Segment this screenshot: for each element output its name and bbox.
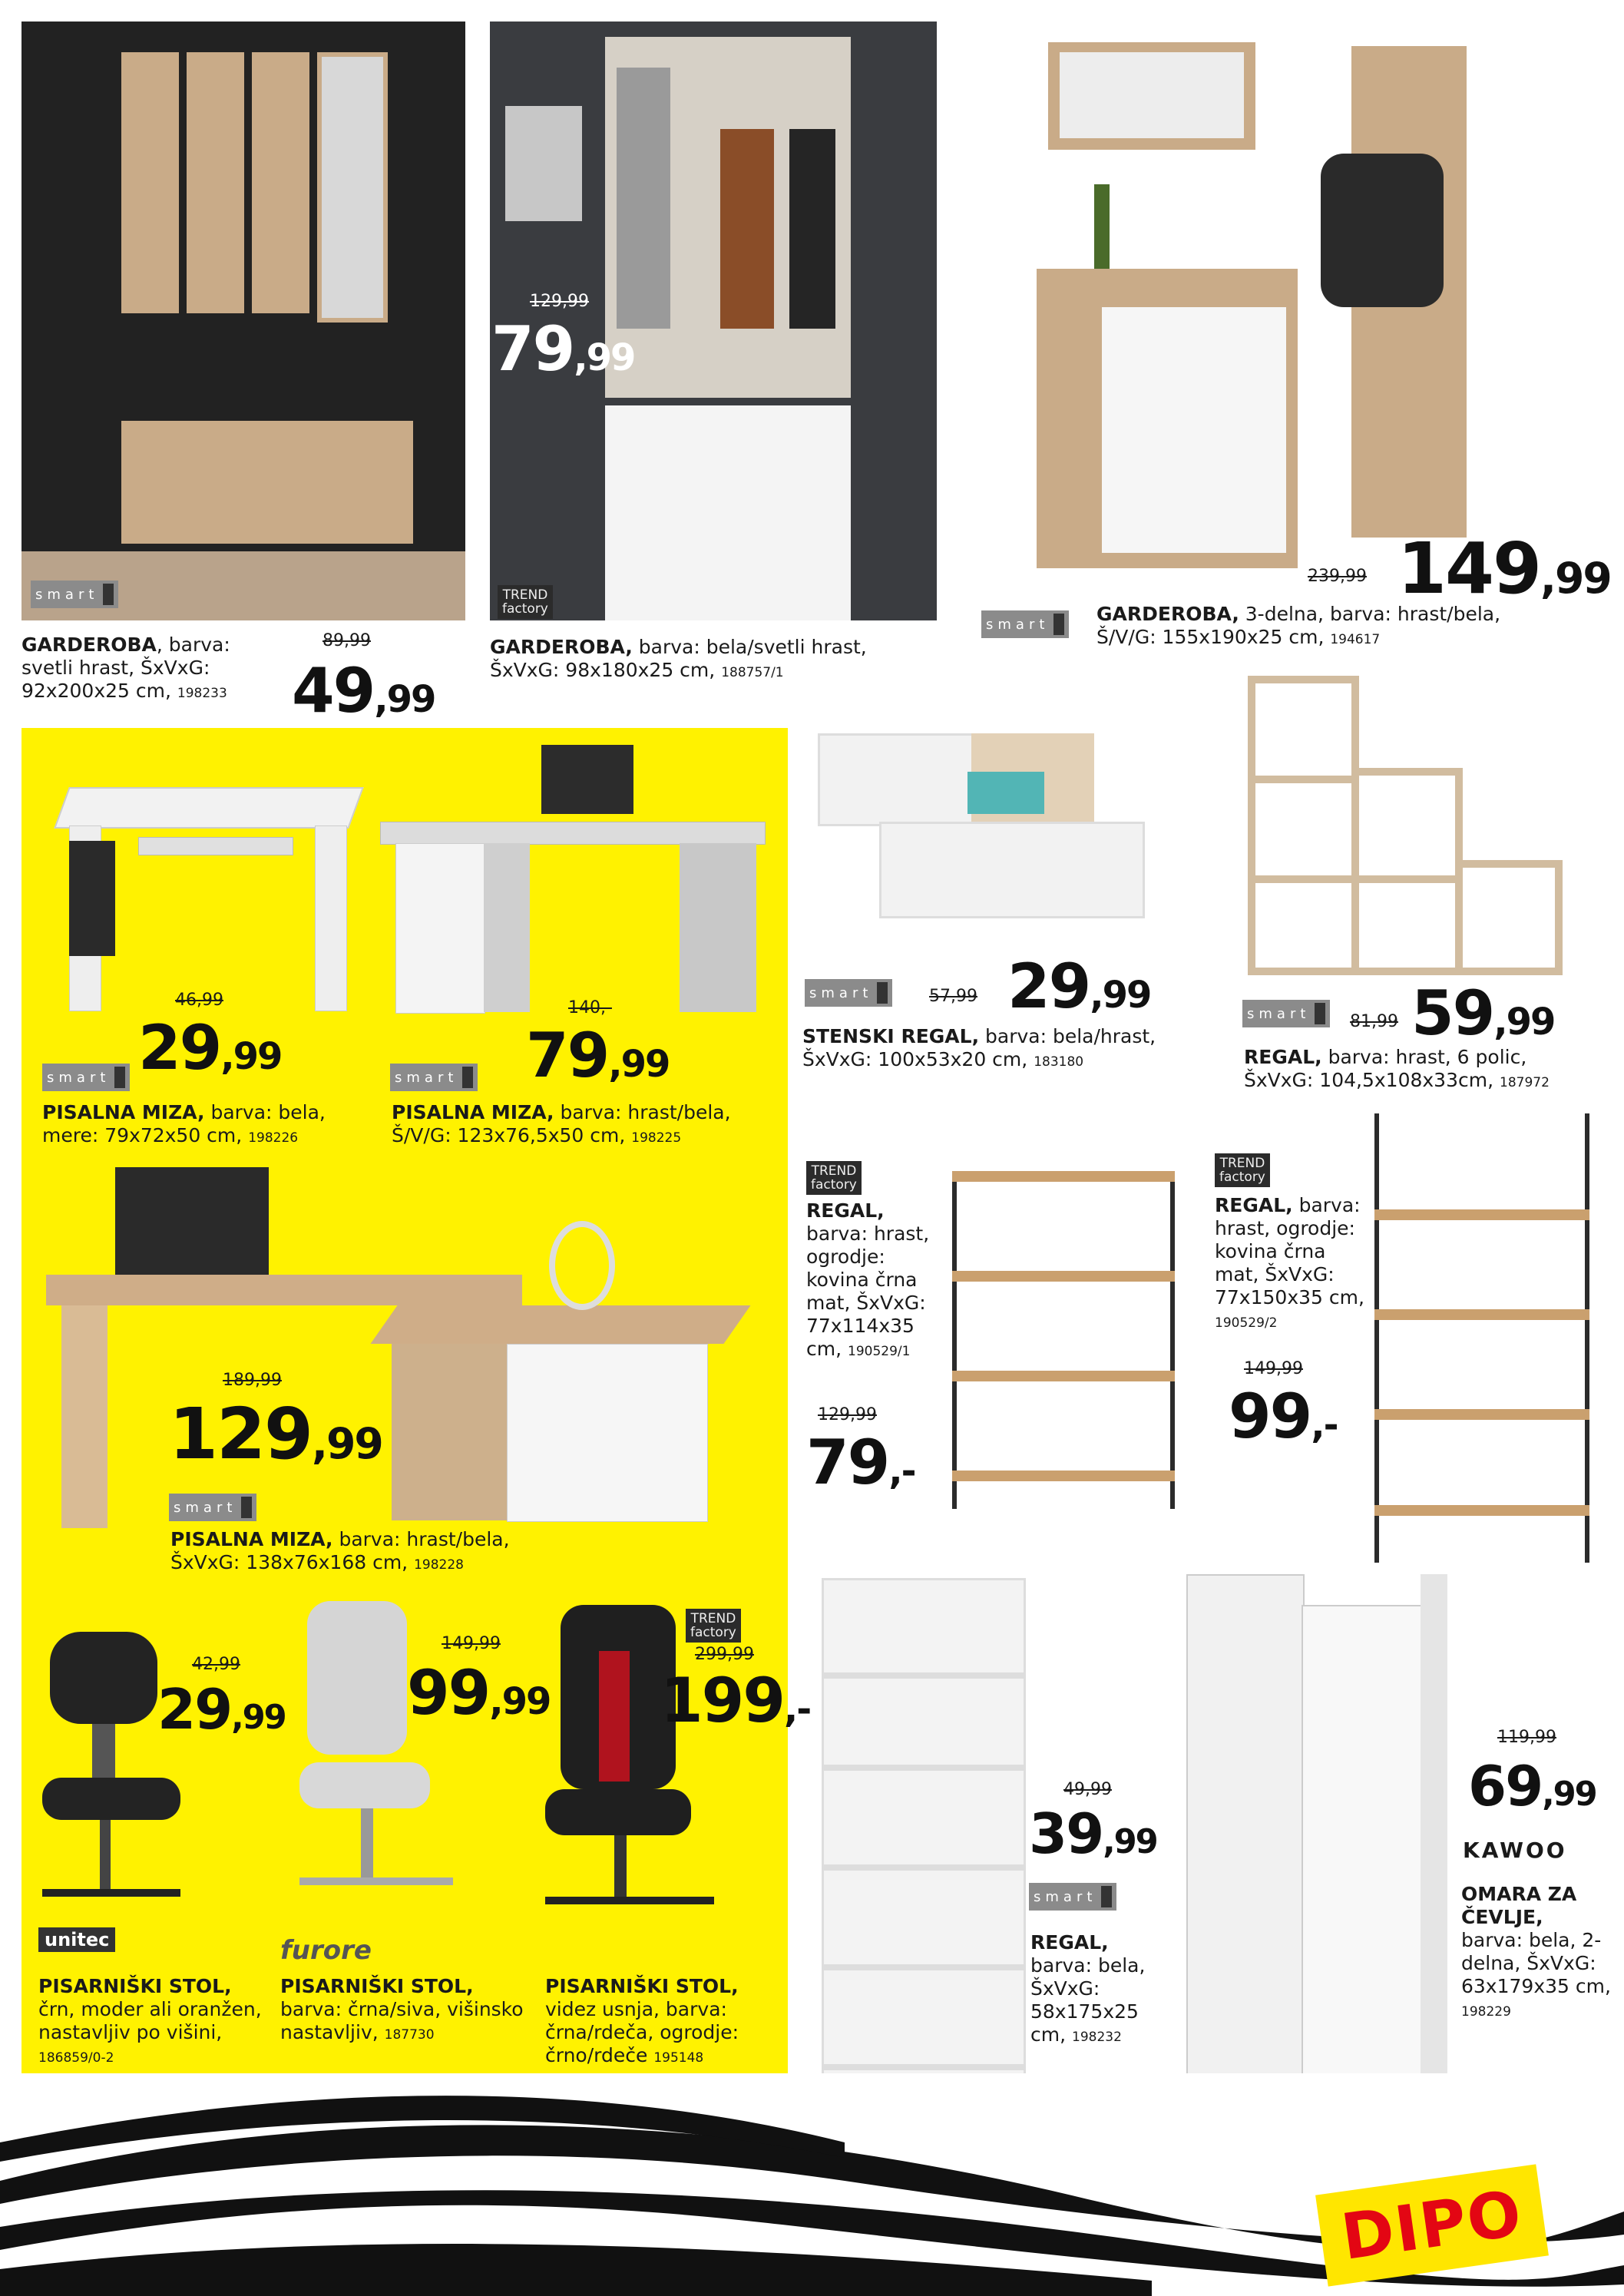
sale-price: 79,99 bbox=[526, 1020, 670, 1091]
old-price: 299,99 bbox=[695, 1645, 754, 1664]
sale-price: 129,99 bbox=[169, 1393, 382, 1475]
sale-price: 59,99 bbox=[1411, 978, 1555, 1049]
product-description: REGAL, barva: hrast, 6 polic, ŠxVxG: 104,5x108x33cm, 187972 bbox=[1244, 1046, 1550, 1091]
old-price: 42,99 bbox=[192, 1655, 240, 1674]
sale-price: 29,99 bbox=[1007, 951, 1151, 1022]
old-price: 140,- bbox=[568, 998, 612, 1017]
old-price: 46,99 bbox=[175, 991, 223, 1010]
old-price: 89,99 bbox=[322, 631, 371, 650]
brand-logo-smart: smart bbox=[981, 610, 1069, 638]
product-description: PISALNA MIZA, barva: hrast/bela, Š/V/G: 123x76,5x50 cm, 198225 bbox=[392, 1101, 731, 1146]
old-price: 119,99 bbox=[1497, 1728, 1556, 1747]
product-description: GARDEROBA, 3-delna, barva: hrast/bela, Š/V/G: 155x190x25 cm, 194617 bbox=[1096, 603, 1501, 648]
sale-price: 99,- bbox=[1229, 1381, 1338, 1452]
old-price: 149,99 bbox=[442, 1634, 501, 1653]
product-description: GARDEROBA, barva: svetli hrast, ŠxVxG: 92x200x25 cm, 198233 bbox=[21, 634, 230, 702]
product-description: PISALNA MIZA, barva: bela, mere: 79x72x50 cm, 198226 bbox=[42, 1101, 326, 1146]
product-description: STENSKI REGAL, barva: bela/hrast, ŠxVxG: 100x53x20 cm, 183180 bbox=[802, 1025, 1156, 1070]
brand-logo-trend-factory: TREND factory bbox=[686, 1609, 741, 1643]
product-photo-regal-kovina-2 bbox=[1374, 1113, 1589, 1563]
brand-logo-kawoo: KAWOO bbox=[1463, 1838, 1567, 1863]
product-photo-omara-za-cevlje bbox=[1186, 1574, 1447, 2135]
product-description: PISALNA MIZA, barva: hrast/bela, ŠxVxG: 138x76x168 cm, 198228 bbox=[170, 1528, 510, 1573]
dipo-logo: DIPO bbox=[1315, 2164, 1549, 2286]
sale-price: 149,99 bbox=[1397, 528, 1611, 610]
product-photo-stenski-regal bbox=[818, 733, 1140, 941]
brand-logo-trend-factory: TREND factory bbox=[498, 585, 553, 619]
product-photo-garderoba-1 bbox=[21, 22, 465, 620]
product-description: PISARNIŠKI STOL, barva: črna/siva, višinsko nastavljiv, 187730 bbox=[280, 1975, 524, 2043]
product-photo-regal-bel bbox=[822, 1578, 1026, 2132]
sale-price: 39,99 bbox=[1029, 1801, 1157, 1866]
product-photo-garderoba-3 bbox=[1029, 31, 1582, 568]
brand-logo-smart: smart bbox=[805, 979, 892, 1007]
brand-logo-smart: smart bbox=[169, 1494, 256, 1521]
sale-price: 29,99 bbox=[157, 1677, 286, 1742]
old-price: 149,99 bbox=[1244, 1359, 1303, 1378]
product-description: REGAL, barva: bela, ŠxVxG: 58x175x25 cm, 198232 bbox=[1030, 1931, 1146, 2046]
sale-price: 49,99 bbox=[292, 655, 435, 726]
brand-logo-smart: smart bbox=[1029, 1883, 1116, 1911]
old-price: 189,99 bbox=[223, 1371, 282, 1390]
brand-logo-smart: smart bbox=[42, 1064, 130, 1091]
old-price: 129,99 bbox=[818, 1405, 877, 1424]
product-photo-regal-kovina-1 bbox=[952, 1171, 1175, 1509]
brand-logo-furore: furore bbox=[280, 1935, 372, 1966]
old-price: 57,99 bbox=[929, 987, 977, 1006]
product-photo-pisalna-miza-3 bbox=[46, 1167, 760, 1536]
brand-logo-smart: smart bbox=[1242, 1000, 1330, 1027]
product-photo-pisarniski-stol-1 bbox=[42, 1632, 234, 1924]
product-photo-pisalna-miza-2 bbox=[380, 745, 764, 1029]
product-description: REGAL, barva: hrast, ogrodje: kovina črna mat, ŠxVxG: 77x114x35 cm, 190529/1 bbox=[806, 1199, 930, 1360]
brand-logo-smart: smart bbox=[31, 581, 118, 608]
brand-logo-trend-factory: TREND factory bbox=[806, 1161, 862, 1195]
product-photo-regal-stopnicast bbox=[1248, 676, 1563, 975]
old-price: 129,99 bbox=[530, 292, 589, 311]
sale-price: 79,- bbox=[806, 1427, 915, 1498]
sale-price: 199,- bbox=[660, 1665, 811, 1736]
sale-price: 29,99 bbox=[138, 1012, 282, 1083]
product-photo-pisalna-miza-1 bbox=[61, 756, 353, 1017]
old-price: 49,99 bbox=[1063, 1780, 1112, 1799]
product-description: REGAL, barva: hrast, ogrodje: kovina črna mat, ŠxVxG: 77x150x35 cm, 190529/2 bbox=[1215, 1194, 1364, 1331]
old-price: 81,99 bbox=[1350, 1012, 1398, 1031]
old-price: 239,99 bbox=[1308, 567, 1367, 586]
sale-price: 99,99 bbox=[407, 1657, 551, 1729]
brand-logo-trend-factory: TREND factory bbox=[1215, 1153, 1270, 1187]
product-description: GARDEROBA, barva: bela/svetli hrast, ŠxVxG: 98x180x25 cm, 188757/1 bbox=[490, 636, 867, 681]
brand-logo-smart: smart bbox=[390, 1064, 478, 1091]
product-description: OMARA ZA ČEVLJE, barva: bela, 2-delna, ŠxVxG: 63x179x35 cm, 198229 bbox=[1461, 1883, 1611, 2020]
product-description: PISARNIŠKI STOL, črn, moder ali oranžen, nastavljiv po višini, 186859/0-2 bbox=[38, 1975, 262, 2066]
sale-price: 69,99 bbox=[1468, 1754, 1596, 1818]
sale-price: 79,99 bbox=[491, 313, 635, 385]
brand-logo-unitec: unitec bbox=[38, 1927, 115, 1952]
product-description: PISARNIŠKI STOL, videz usnja, barva: črna/rdeča, ogrodje: črno/rdeče 195148 bbox=[545, 1975, 739, 2066]
